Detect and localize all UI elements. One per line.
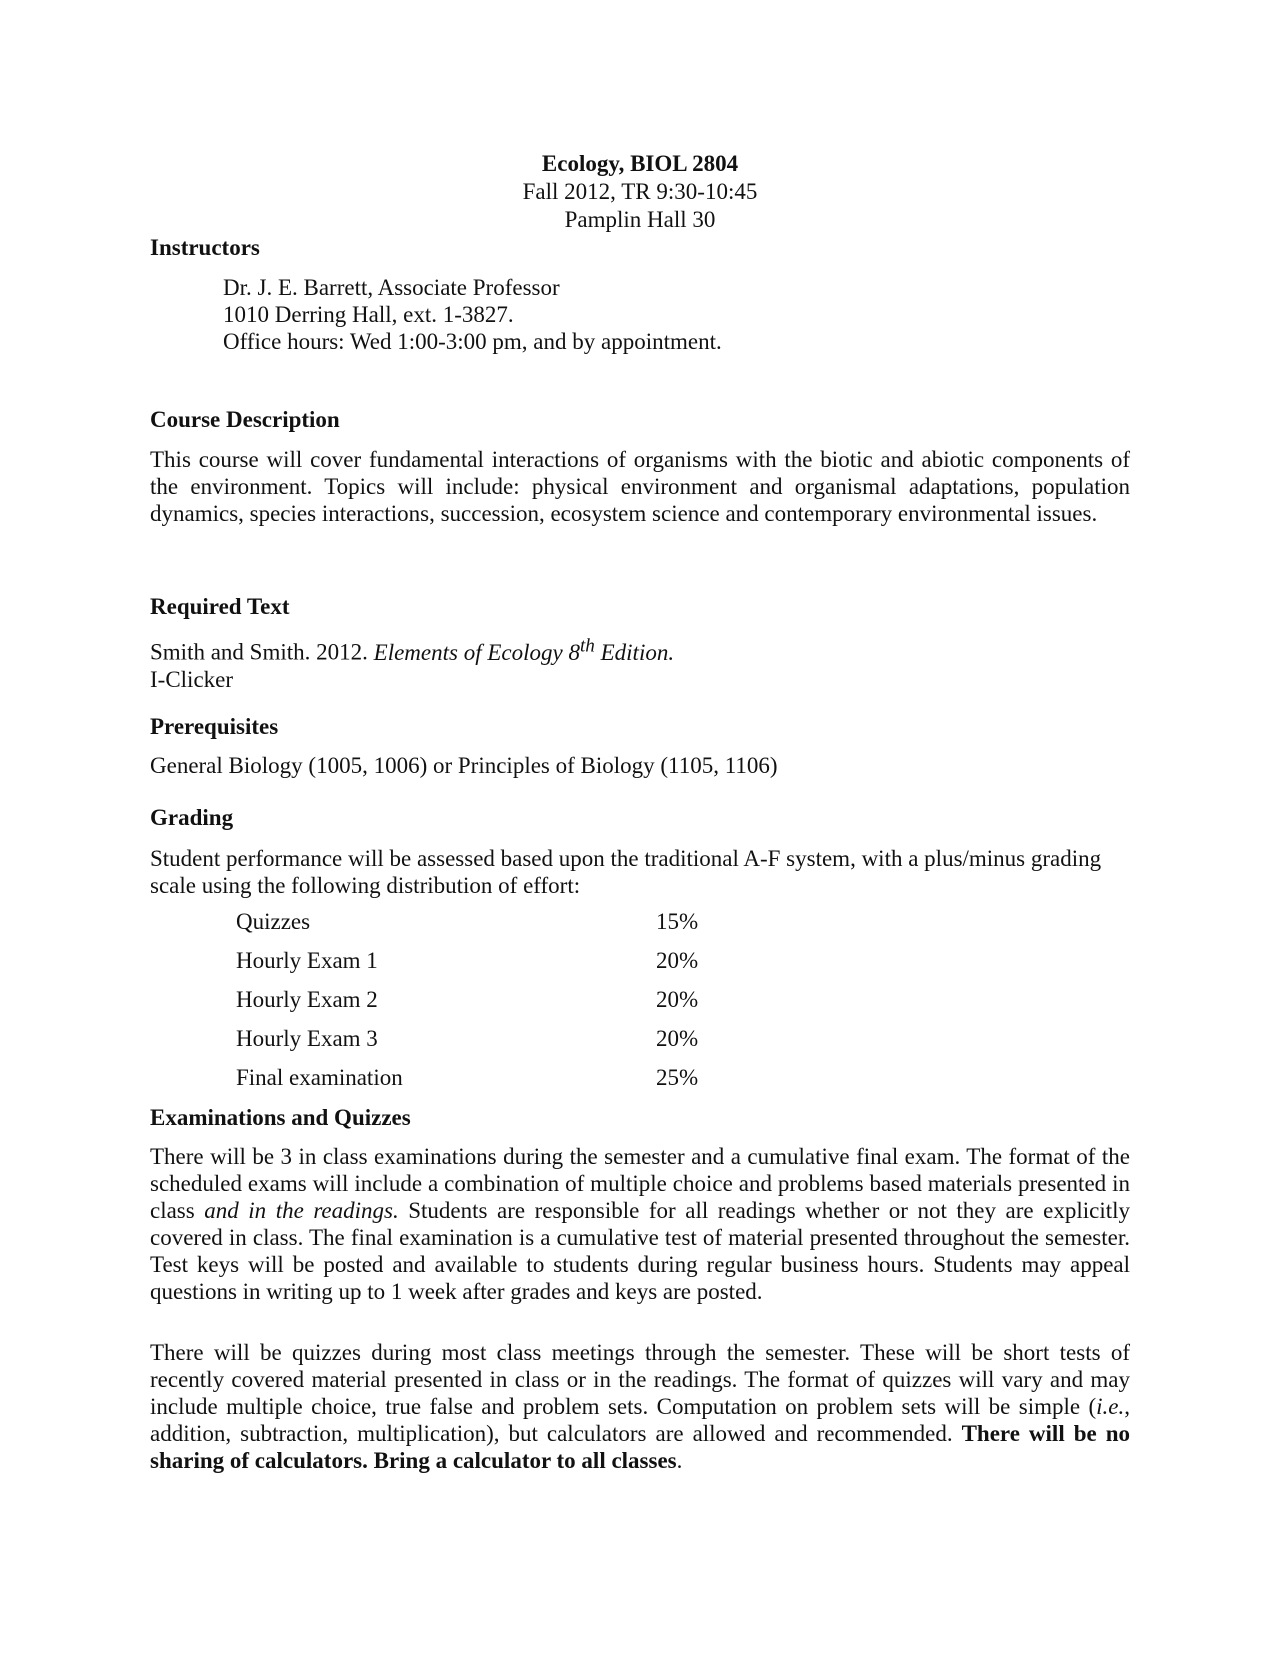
instructor-info	[223, 274, 722, 355]
required-text-info	[150, 632, 674, 693]
quizzes-paragraph: There will be quizzes during most class meetings through the semester. These will be short tests of recently covered material presented in class or in the readings. The format of quizzes will vary and may include multiple choice, true false and problem sets. Computation on problem sets will be simple (i.e., addition, subtraction, multiplication), but calculators are allowed and recommended. There will be no sharing of calculators. Bring a calculator to all classes.	[150, 1340, 1130, 1473]
course-description-text: This course will cover fundamental interactions of organisms with the biotic and abiotic components of the environment. Topics will include: physical environment and organismal adaptations, population dynamics, species interactions, succession, ecosystem science and contemporary environmental issues.	[150, 447, 1130, 526]
grade-item-label: Final examination	[236, 1065, 403, 1090]
grade-item	[236, 986, 706, 1014]
grade-item	[236, 1025, 706, 1053]
grade-item-label: Hourly Exam 3	[236, 1026, 378, 1051]
clicker-requirement: I-Clicker	[150, 666, 234, 692]
grade-item	[236, 1064, 706, 1092]
grade-item	[236, 908, 706, 936]
grading-heading: Grading	[150, 805, 234, 830]
required-text-heading: Required Text	[150, 594, 290, 619]
grade-item-percent: 25%	[656, 1065, 699, 1090]
instructor-name: Dr. J. E. Barrett, Associate Professor	[223, 275, 560, 300]
grade-item-label: Hourly Exam 2	[236, 987, 378, 1012]
textbook-citation: Smith and Smith. 2012. Elements of Ecology 8th Edition.	[150, 635, 675, 665]
exams-paragraph: There will be 3 in class examinations during the semester and a cumulative final exam. The format of the scheduled exams will include a combination of multiple choice and problems based materials presented in class and in the readings. Students are responsible for all readings whether or not they are explicitly covered in class. The final examination is a cumulative test of material presented throughout the semester. Test keys will be posted and available to students during regular business hours. Students may appeal questions in writing up to 1 week after grades and keys are posted.	[150, 1144, 1130, 1304]
grade-item-percent: 20%	[656, 948, 699, 973]
course-term: Fall 2012, TR 9:30-10:45	[522, 179, 758, 204]
grade-item-percent: 20%	[656, 987, 699, 1012]
prerequisites-text: General Biology (1005, 1006) or Principles of Biology (1105, 1106)	[150, 753, 778, 778]
course-header	[0, 150, 1280, 234]
grade-item-label: Hourly Exam 1	[236, 948, 378, 973]
calculator-notice: There will be no sharing of calculators. Bring a calculator to all classes	[150, 1421, 1130, 1473]
course-room: Pamplin Hall 30	[564, 207, 716, 232]
grade-item-percent: 20%	[656, 1026, 699, 1051]
grade-item-label: Quizzes	[236, 909, 311, 934]
exams-heading: Examinations and Quizzes	[150, 1105, 411, 1130]
instructor-hours: Office hours: Wed 1:00-3:00 pm, and by appointment.	[223, 329, 722, 354]
course-title: Ecology, BIOL 2804	[541, 151, 739, 176]
instructors-heading: Instructors	[150, 235, 260, 260]
instructor-office: 1010 Derring Hall, ext. 1-3827.	[223, 302, 514, 327]
grade-item-percent: 15%	[656, 909, 699, 934]
grade-item	[236, 947, 706, 975]
course-description-heading: Course Description	[150, 407, 340, 432]
textbook-title: Elements of Ecology 8th Edition.	[373, 635, 675, 665]
grading-intro: Student performance will be assessed based upon the traditional A-F system, with a plus/minus grading scale using the following distribution of effort:	[150, 846, 1102, 898]
prerequisites-heading: Prerequisites	[150, 714, 279, 739]
